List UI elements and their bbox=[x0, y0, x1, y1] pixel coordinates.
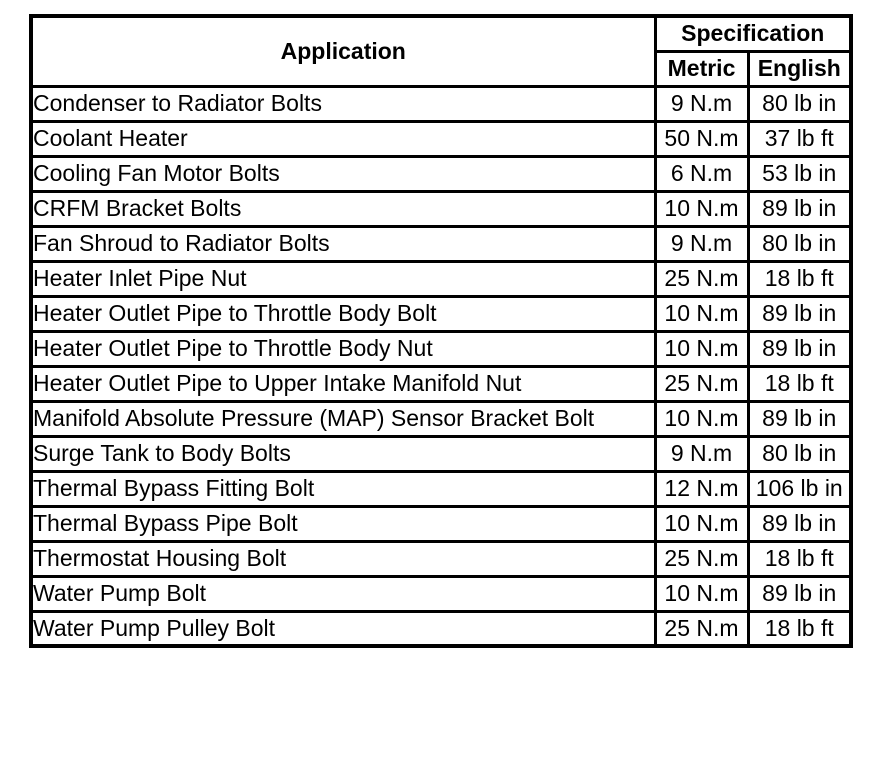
table-row bbox=[31, 401, 851, 436]
table-row bbox=[31, 611, 851, 646]
application-cell: Fan Shroud to Radiator Bolts bbox=[31, 226, 655, 261]
english-cell: 89 lb in bbox=[748, 576, 851, 611]
english-cell: 106 lb in bbox=[748, 471, 851, 506]
application-cell: Coolant Heater bbox=[31, 121, 655, 156]
table-row bbox=[31, 191, 851, 226]
metric-cell: 9 N.m bbox=[655, 436, 748, 471]
metric-cell: 50 N.m bbox=[655, 121, 748, 156]
metric-header: Metric bbox=[655, 51, 748, 86]
table-header bbox=[31, 16, 851, 86]
english-cell: 18 lb ft bbox=[748, 541, 851, 576]
application-cell: Thermostat Housing Bolt bbox=[31, 541, 655, 576]
english-header: English bbox=[748, 51, 851, 86]
application-cell: Condenser to Radiator Bolts bbox=[31, 86, 655, 121]
metric-cell: 10 N.m bbox=[655, 401, 748, 436]
table-row bbox=[31, 506, 851, 541]
table-row bbox=[31, 121, 851, 156]
table-body bbox=[31, 86, 851, 646]
application-cell: Surge Tank to Body Bolts bbox=[31, 436, 655, 471]
english-cell: 80 lb in bbox=[748, 436, 851, 471]
metric-cell: 25 N.m bbox=[655, 611, 748, 646]
english-cell: 18 lb ft bbox=[748, 366, 851, 401]
application-cell: Thermal Bypass Pipe Bolt bbox=[31, 506, 655, 541]
metric-cell: 25 N.m bbox=[655, 366, 748, 401]
english-cell: 89 lb in bbox=[748, 401, 851, 436]
table-row bbox=[31, 296, 851, 331]
metric-cell: 25 N.m bbox=[655, 541, 748, 576]
english-cell: 80 lb in bbox=[748, 226, 851, 261]
english-cell: 89 lb in bbox=[748, 191, 851, 226]
header-row-top bbox=[31, 16, 851, 51]
table-row bbox=[31, 541, 851, 576]
table-row bbox=[31, 576, 851, 611]
application-cell: Manifold Absolute Pressure (MAP) Sensor Bracket Bolt bbox=[31, 401, 655, 436]
english-cell: 18 lb ft bbox=[748, 611, 851, 646]
english-cell: 18 lb ft bbox=[748, 261, 851, 296]
application-cell: Heater Outlet Pipe to Throttle Body Nut bbox=[31, 331, 655, 366]
table-row bbox=[31, 436, 851, 471]
application-cell: CRFM Bracket Bolts bbox=[31, 191, 655, 226]
application-cell: Cooling Fan Motor Bolts bbox=[31, 156, 655, 191]
application-cell: Water Pump Pulley Bolt bbox=[31, 611, 655, 646]
application-cell: Heater Inlet Pipe Nut bbox=[31, 261, 655, 296]
metric-cell: 10 N.m bbox=[655, 191, 748, 226]
english-cell: 37 lb ft bbox=[748, 121, 851, 156]
table-row bbox=[31, 261, 851, 296]
table-row bbox=[31, 226, 851, 261]
metric-cell: 9 N.m bbox=[655, 226, 748, 261]
table-row bbox=[31, 86, 851, 121]
metric-cell: 6 N.m bbox=[655, 156, 748, 191]
table-row bbox=[31, 471, 851, 506]
fastener-spec-table bbox=[29, 14, 853, 648]
metric-cell: 9 N.m bbox=[655, 86, 748, 121]
specification-header: Specification bbox=[655, 16, 851, 51]
metric-cell: 12 N.m bbox=[655, 471, 748, 506]
english-cell: 89 lb in bbox=[748, 506, 851, 541]
application-cell: Water Pump Bolt bbox=[31, 576, 655, 611]
table-row bbox=[31, 331, 851, 366]
metric-cell: 25 N.m bbox=[655, 261, 748, 296]
metric-cell: 10 N.m bbox=[655, 506, 748, 541]
application-cell: Thermal Bypass Fitting Bolt bbox=[31, 471, 655, 506]
application-cell: Heater Outlet Pipe to Upper Intake Manifold Nut bbox=[31, 366, 655, 401]
english-cell: 53 lb in bbox=[748, 156, 851, 191]
metric-cell: 10 N.m bbox=[655, 296, 748, 331]
table-row bbox=[31, 366, 851, 401]
application-header: Application bbox=[31, 16, 655, 86]
english-cell: 89 lb in bbox=[748, 296, 851, 331]
table-row bbox=[31, 156, 851, 191]
metric-cell: 10 N.m bbox=[655, 331, 748, 366]
metric-cell: 10 N.m bbox=[655, 576, 748, 611]
english-cell: 80 lb in bbox=[748, 86, 851, 121]
application-cell: Heater Outlet Pipe to Throttle Body Bolt bbox=[31, 296, 655, 331]
english-cell: 89 lb in bbox=[748, 331, 851, 366]
